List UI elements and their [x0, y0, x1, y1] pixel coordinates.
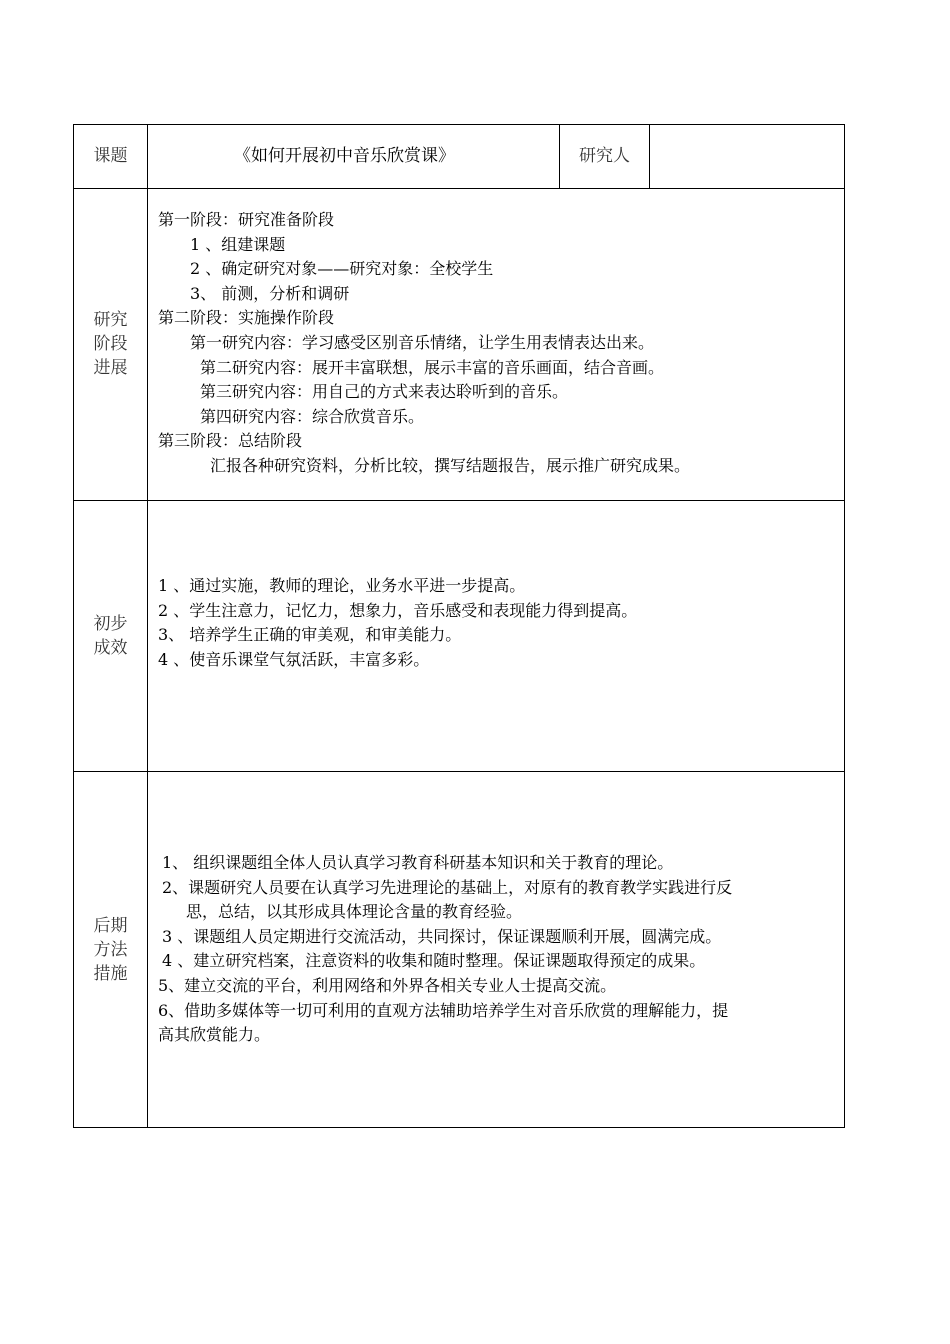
measure-item: 3 、课题组人员定期进行交流活动，共同探讨，保证课题顺利开展，圆满完成。 [162, 926, 722, 946]
progress-line: 1 、组建课题 [190, 234, 286, 254]
measure-item: 5、建立交流的平台，利用网络和外界各相关专业人士提高交流。 [158, 975, 617, 995]
table-divider [147, 124, 148, 1128]
result-item: 3、 培养学生正确的审美观，和审美能力。 [158, 625, 462, 645]
measure-item: 思，总结，以其形成具体理论含量的教育经验。 [186, 902, 523, 922]
table-divider [73, 771, 845, 772]
progress-label [74, 308, 147, 380]
measures-label-line: 后期 [93, 916, 128, 936]
measure-item: 1、 组织课题组全体人员认真学习教育科研基本知识和关于教育的理论。 [162, 853, 674, 872]
measure-item: 4 、建立研究档案，注意资料的收集和随时整理。保证课题取得预定的成果。 [162, 951, 706, 971]
progress-label-line: 进展 [93, 358, 128, 378]
measures-label-line: 方法 [93, 940, 128, 960]
stage-heading: 第三阶段：总结阶段 [158, 431, 303, 451]
progress-content [158, 208, 690, 479]
measures-content [158, 851, 732, 1048]
measures-label [74, 914, 147, 986]
table-divider [73, 500, 845, 501]
progress-label-line: 研究 [93, 310, 128, 330]
stage-heading: 第一阶段：研究准备阶段 [158, 210, 335, 229]
measure-item: 2、课题研究人员要在认真学习先进理论的基础上，对原有的教育教学实践进行反 [162, 877, 733, 897]
result-item: 1 、通过实施，教师的理论，业务水平进一步提高。 [158, 576, 526, 595]
table-divider [73, 188, 845, 189]
progress-line: 第三研究内容：用自己的方式来表达聆听到的音乐。 [200, 382, 569, 402]
topic-title: 《如何开展初中音乐欣赏课》 [234, 146, 455, 166]
result-item: 2 、学生注意力，记忆力，想象力，音乐感受和表现能力得到提高。 [158, 600, 638, 620]
measure-item: 高其欣赏能力。 [158, 1025, 271, 1045]
measures-label-line: 措施 [93, 964, 128, 984]
progress-line: 第四研究内容：综合欣赏音乐。 [200, 406, 425, 426]
progress-label-line: 阶段 [93, 334, 128, 354]
progress-line: 第一研究内容：学习感受区别音乐情绪，让学生用表情表达出来。 [190, 332, 655, 352]
progress-line: 2 、确定研究对象——研究对象：全校学生 [190, 259, 494, 279]
results-label-line: 初步 [93, 614, 128, 634]
table-divider [649, 124, 650, 188]
progress-line: 汇报各种研究资料，分析比较，撰写结题报告，展示推广研究成果。 [210, 455, 691, 475]
result-item: 4 、使音乐课堂气氛活跃，丰富多彩。 [158, 649, 430, 669]
stage-heading: 第二阶段：实施操作阶段 [158, 308, 335, 328]
results-label [74, 612, 147, 660]
progress-line: 第二研究内容：展开丰富联想，展示丰富的音乐画面，结合音画。 [200, 357, 665, 377]
researcher-label: 研究人 [579, 146, 630, 166]
topic-label: 课题 [93, 146, 128, 166]
measure-item: 6、借助多媒体等一切可利用的直观方法辅助培养学生对音乐欣赏的理解能力，提 [158, 1000, 729, 1020]
results-label-line: 成效 [93, 638, 128, 658]
results-content [158, 574, 637, 672]
progress-line: 3、 前测，分析和调研 [190, 283, 350, 303]
